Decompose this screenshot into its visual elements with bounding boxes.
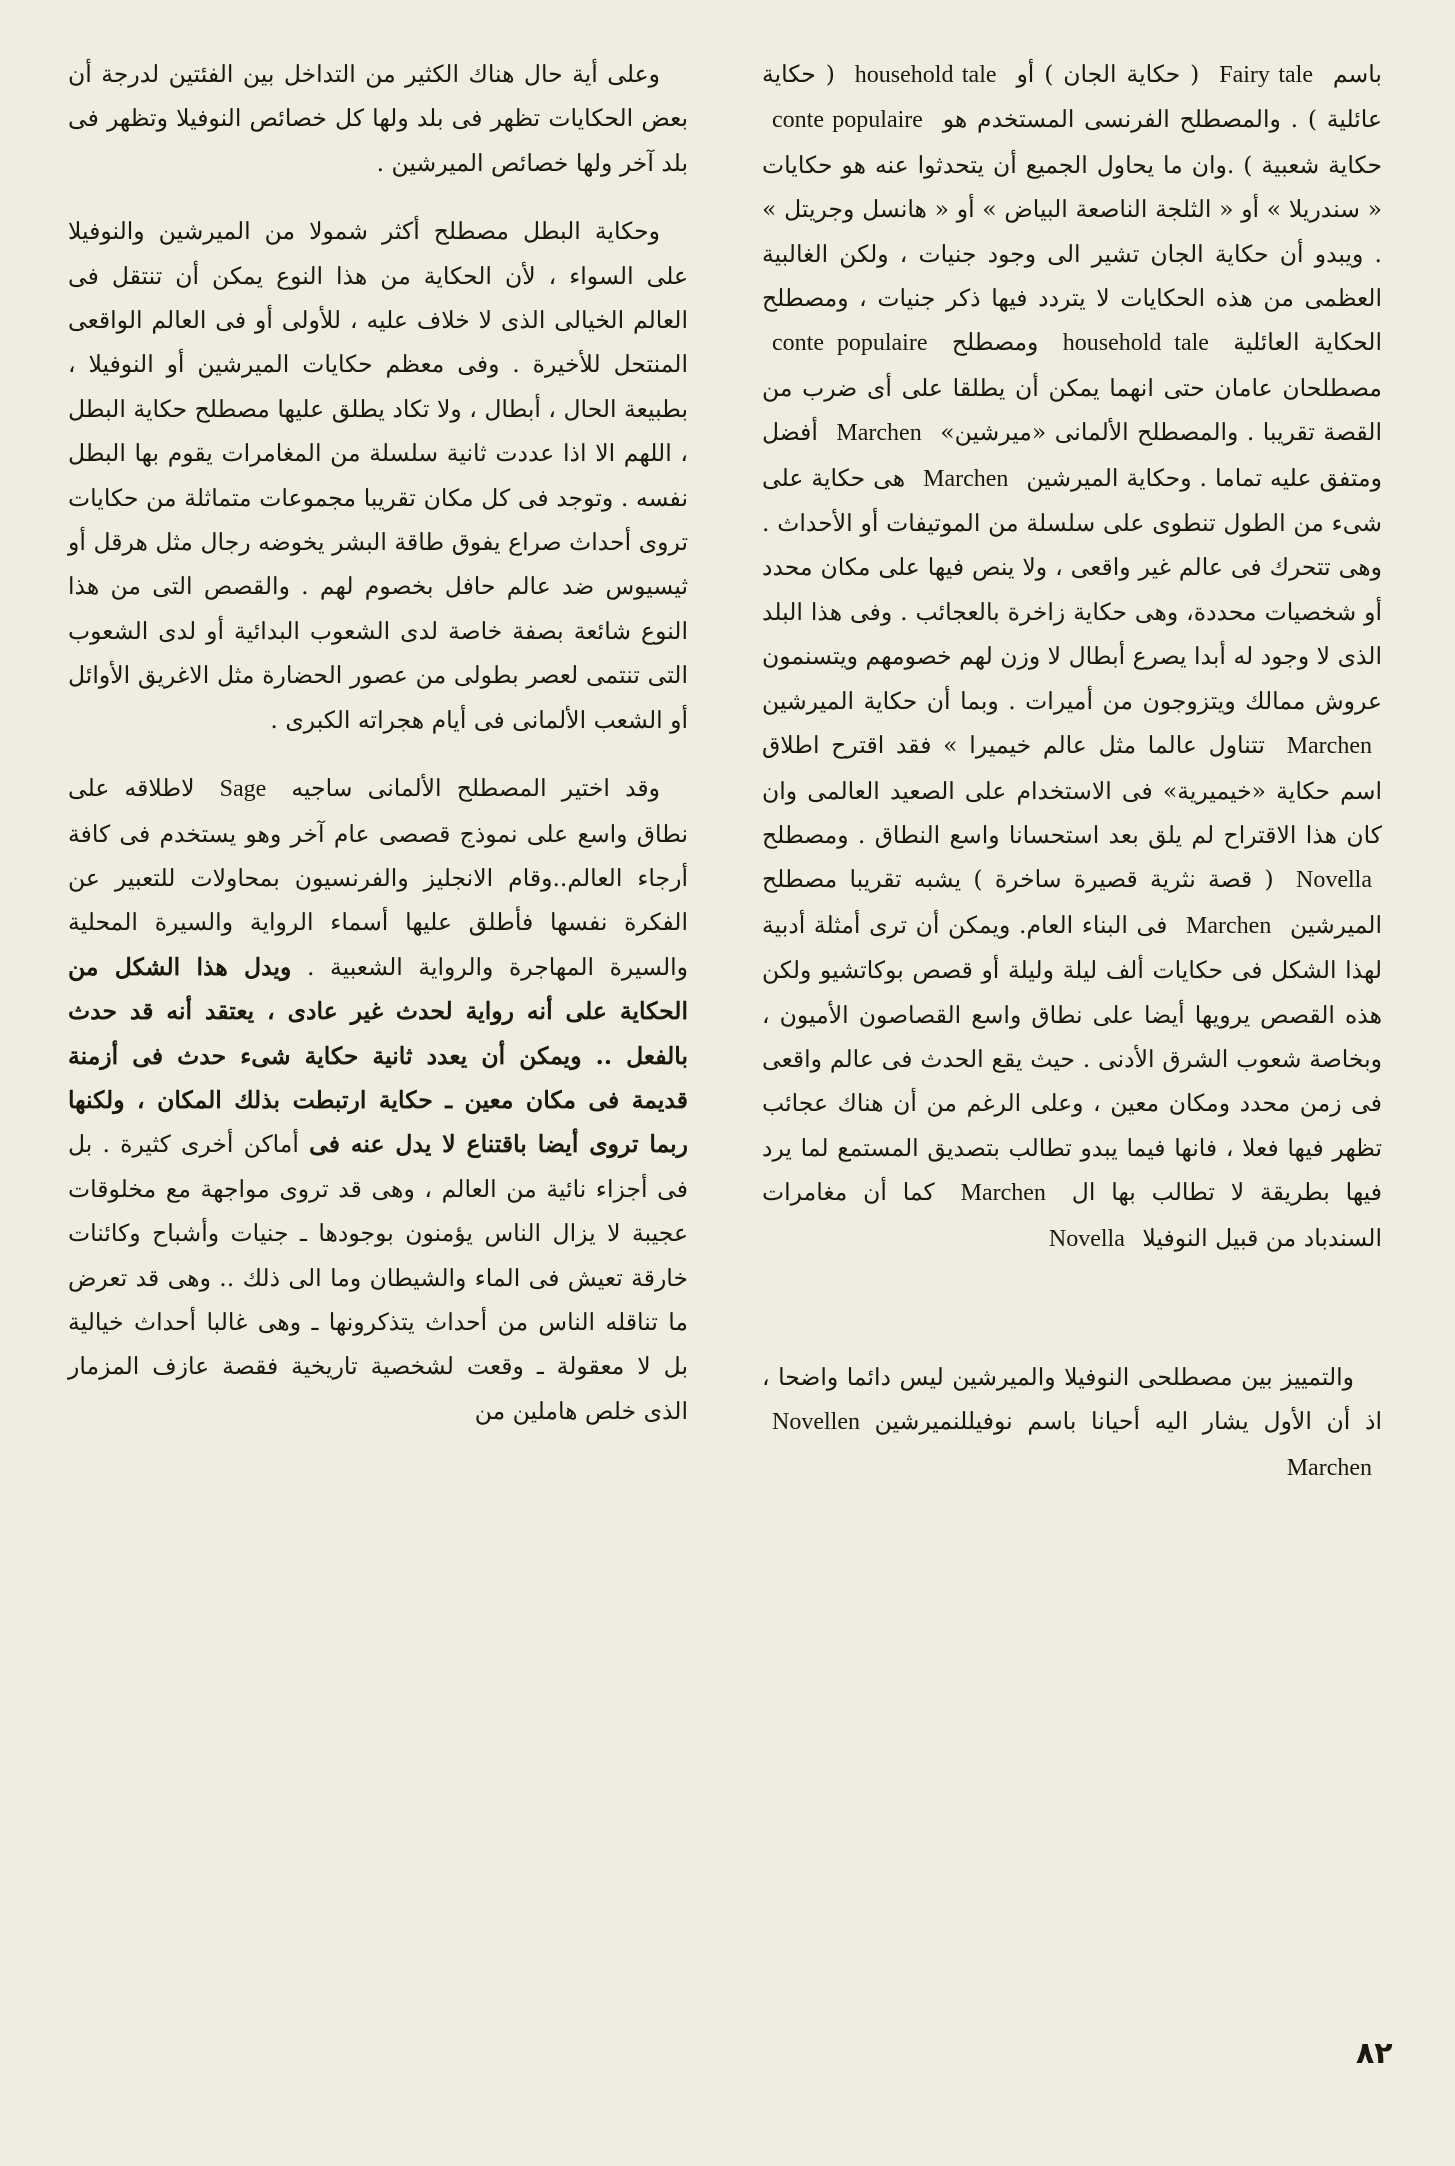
paragraph (762, 52, 1382, 1261)
latin-term: Novellen Marchen (772, 1409, 1372, 1481)
text: وقد اختير المصطلح الألمانى ساجيه (291, 774, 660, 803)
latin-term: Marchen (1286, 733, 1372, 760)
latin-term: household tale (854, 62, 997, 88)
latin-term: Fairy tale (1219, 62, 1313, 88)
latin-term: household tale (1062, 330, 1209, 357)
text: ( قصة نثرية قصيرة ساخرة ) يشبه تقريبا مصطلح الميرشين (762, 865, 1382, 939)
latin-term: Sage (219, 776, 267, 803)
text: كما أن مغامرات السندباد من قبيل النوفيلا (762, 1178, 1382, 1252)
latin-term: Marchen (960, 1180, 1046, 1207)
text: ومصطلح (951, 328, 1039, 357)
latin-term: Marchen (923, 465, 1009, 492)
latin-term: Novella (1296, 867, 1372, 894)
text: والتمييز بين مصطلحى النوفيلا والميرشين ليس دائما واضحا ، اذ أن الأول يشار اليه أحيانا باسم نوفيللنميرشين (762, 1362, 1382, 1436)
latin-term: conte populaire (772, 330, 928, 357)
latin-term: conte populaire (772, 107, 923, 134)
text: أفضل ومتفق عليه تماما . وحكاية الميرشين (762, 418, 1382, 492)
latin-term: Novella (1048, 1225, 1125, 1252)
page-number: ٨٢ (1356, 2036, 1393, 2071)
text: أماكن أخرى كثيرة . بل فى أجزاء نائية من العالم ، وهى قد تروى مواجهة مع مخلوقات عجيبة لا يزال الناس يؤمنون بوجودها ـ جنيات وأشباح وكائنات خارقة تعيش فى الماء والشيطان وما الى ذلك .. وهى قد تعرض ما تناقله الناس من أحداث يتذكرونها ـ وهى غالبا أحداث خيالية بل لا معقولة ـ وقعت لشخصية تاريخية فقصة عازف المزمار الذى خلص هاملين من (68, 1130, 688, 1425)
latin-term: Marchen (836, 420, 922, 447)
text: ( حكاية عائلية ) . والمصطلح الفرنسى المستخدم هو (762, 60, 1382, 134)
paragraph: وحكاية البطل مصطلح أكثر شمولا من الميرشين والنوفيلا على السواء ، لأن الحكاية من هذا النوع يمكن أن تنتقل فى العالم الخيالى الذى لا خلاف عليه ، للأولى أو فى العالم الواقعى المنتحل للأخيرة . وفى معظم حكايات الميرشين أو النوفيلا ، بطبيعة الحال ، أبطال ، ولا تكاد يطلق عليها مصطلح حكاية البطل ، اللهم الا اذا عددت ثانية سلسلة من المغامرات يقوم بها البطل نفسه . وتوجد فى كل مكان تقريبا مجموعات متماثلة من حكايات تروى أحداث صراع يفوق طاقة البشر يخوضه رجال مثل هرقل أو ثيسيوس ضد عالم حافل بخصوم لهم . والقصص التى من هذا النوع شائعة بصفة خاصة لدى الشعوب البدائية أو لدى الشعوب التى تنتمى لعصر بطولى من عصور الحضارة مثل الاغريق الأوائل أو الشعب الألمانى فى أيام هجراته الكبرى . (68, 217, 688, 734)
paragraph (68, 766, 688, 1433)
text: تتناول عالما مثل عالم خيميرا » فقد اقترح اطلاق اسم حكاية «خيميرية» فى الاستخدام على الصعيد العالمى وان كان هذا الاقتراح لم يلق بعد استحسانا واسع النطاق . ومصطلح (762, 731, 1382, 849)
text: حكاية شعبية ) .وان ما يحاول الجميع أن يتحدثوا عنه هو حكايات « سندريلا » أو « الثلجة الناصعة البياض » أو « هانسل وجريتل » . ويبدو أن حكاية الجان تشير الى وجود جنيات ، ولكن الغالبية العظمى من هذه الحكايات لا يتردد فيها ذكر جنيات ، ومصطلح الحكاية العائلية (762, 150, 1382, 357)
latin-term: Marchen (1186, 912, 1272, 939)
text: ( حكاية الجان ) أو (1016, 60, 1200, 88)
text: مصطلحان عامان حتى انهما يمكن أن يطلقا على أى ضرب من القصة تقريبا . والمصطلح الألمانى «ميرشين» (762, 373, 1382, 447)
bold-passage: ويدل هذا الشكل من الحكاية على أنه رواية لحدث غير عادى ، يعتقد أنه قد حدث بالفعل .. ويمكن أن يعدد ثانية حكاية شىء حدث فى أزمنة قديمة فى مكان معين ـ حكاية ارتبطت بذلك المكان ، ولكنها ربما تروى أيضا باقتناع لا يدل عنه فى (68, 952, 689, 1159)
paragraph (762, 1355, 1382, 1490)
text: لاطلاقه على نطاق واسع على نموذج قصصى عام آخر وهو يستخدم فى كافة أرجاء العالم..وقام الانجليز والفرنسيون بمحاولات للتعبير عن الفكرة نفسها فأطلق عليها أسماء الرواية والسيرة المحلية والسيرة المهاجرة والرواية الشعبية . (68, 774, 688, 981)
left-column (68, 52, 688, 1433)
right-column (762, 52, 1382, 1490)
paragraph: وعلى أية حال هناك الكثير من التداخل بين الفئتين لدرجة أن بعض الحكايات تظهر فى بلد ولها كل خصائص النوفيلا وتظهر فى بلد آخر ولها خصائص الميرشين . (68, 60, 688, 177)
text: فى البناء العام. ويمكن أن ترى أمثلة أدبية لهذا الشكل فى حكايات ألف ليلة وليلة أو قصص بوكاتشيو ولكن هذه القصص يرويها أيضا على نطاق واسع القصاصون الأميون ، وبخاصة شعوب الشرق الأدنى . حيث يقع الحدث فى عالم واقعى فى زمن محدد ومكان معين ، وعلى الرغم من أن هناك عجائب تظهر فيها فعلا ، فانها فيما يبدو تطالب بتصديق المستمع لما يرد فيها بطريقة لا تطالب بها ال (762, 910, 1382, 1207)
text: هى حكاية على شىء من الطول تنطوى على سلسلة من الموتيفات أو الأحداث . وهى تتحرك فى عالم غير واقعى ، ولا ينص فيها على مكان محدد أو شخصيات محددة، وهى حكاية زاخرة بالعجائب . وفى هذا البلد الذى لا وجود له أبدا يصرع أبطال لا وزن لهم خصومهم ويتسنمون عروش ممالك ويتزوجون من أميرات . وبما أن حكاية الميرشين (762, 463, 1382, 715)
text: باسم (1332, 60, 1382, 88)
